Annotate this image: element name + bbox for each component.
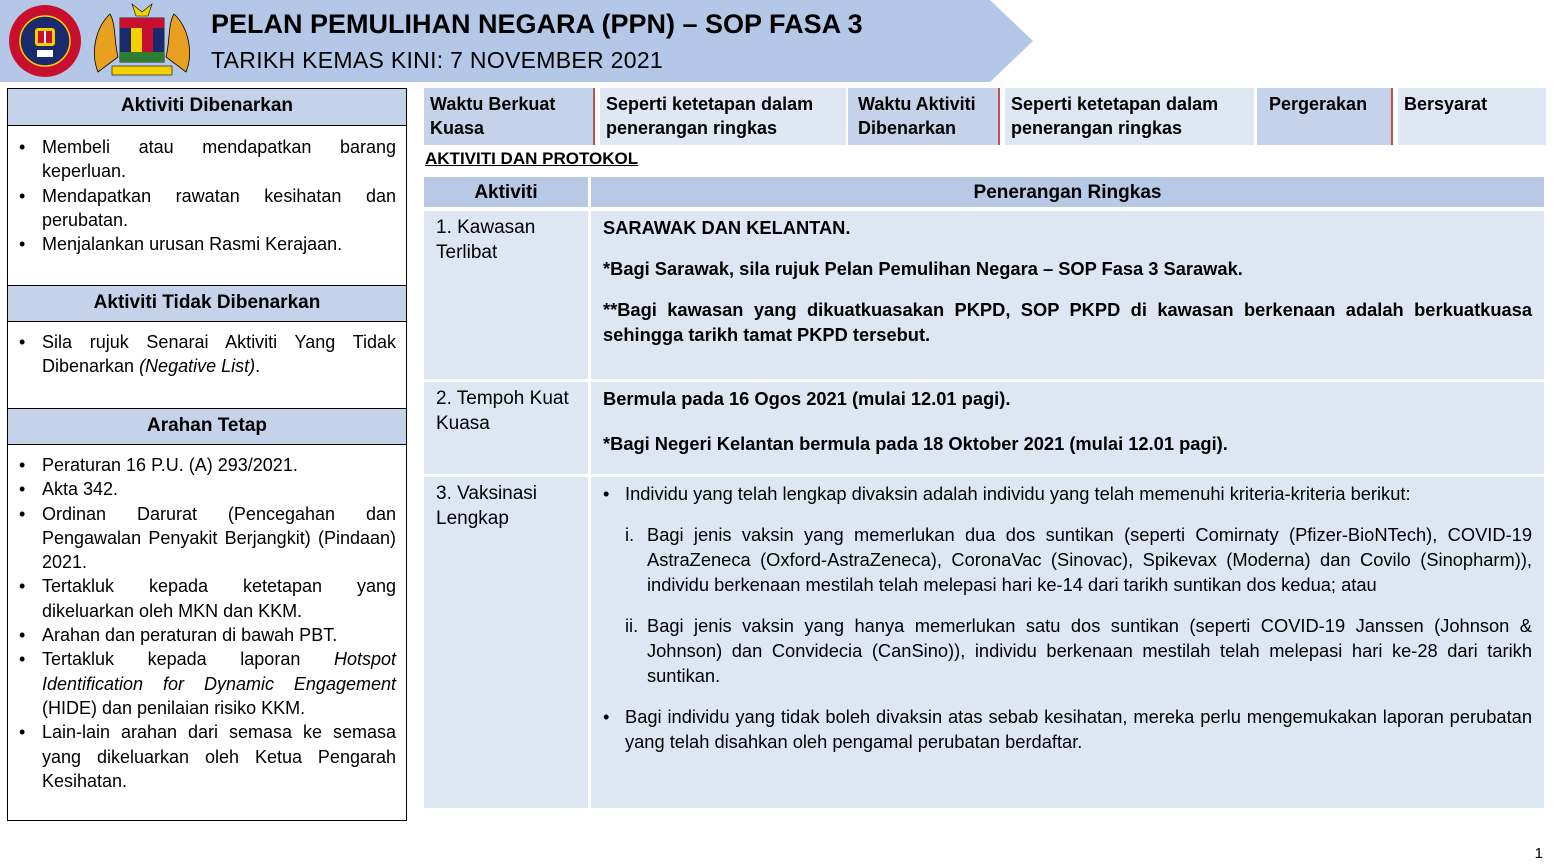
hide-prefix: Tertakluk kepada laporan [42,649,334,670]
column-header-description: Penerangan Ringkas [591,177,1544,207]
list-item [603,481,1532,688]
row-content-vaksinasi [591,477,1544,808]
left-panel [7,88,407,821]
negative-list-italic: (Negative List) [139,356,256,377]
waktu-berkuat-kuasa-label: Waktu Berkuat Kuasa [424,88,594,145]
coat-of-arms-logo [88,2,196,80]
page-title: PELAN PEMULIHAN NEGARA (PPN) – SOP FASA 3 [211,9,863,39]
negative-list-end: . [255,356,261,377]
row-label-kawasan: 1. Kawasan Terlibat [424,211,588,379]
list-item: • Akta 342. [16,477,396,501]
sub-number: i. [625,524,635,545]
section-title: AKTIVITI DAN PROTOKOL [425,149,639,168]
column-header-activity: Aktiviti [424,177,588,207]
list-item: • Peraturan 16 P.U. (A) 293/2021. [16,453,396,477]
list-item: • Mendapatkan rawatan kesihatan dan perubatan. [16,184,396,233]
row-label-vaksinasi: 3. Vaksinasi Lengkap [424,477,588,808]
hide-italic: Hotspot Identification for Dynamic Engagement [42,649,396,694]
list-item [625,613,1532,688]
allowed-activities-heading: Aktiviti Dibenarkan [8,89,406,126]
row-content-tempoh [591,382,1544,474]
list-item: • Lain-lain arahan dari semasa ke semasa yang dikeluarkan oleh Ketua Pengarah Kesihatan. [16,720,396,793]
vaksinasi-list [603,481,1532,754]
vaksinasi-sublist [625,522,1532,688]
standing-orders-list [16,453,396,793]
not-allowed-activities-list [16,330,396,379]
waktu-berkuat-kuasa-value: Seperti ketetapan dalam penerangan ringkas [600,88,846,145]
waktu-aktiviti-value: Seperti ketetapan dalam penerangan ringkas [1005,88,1254,145]
list-item [16,647,396,720]
list-item [16,330,396,379]
single-dose-text: Bagi jenis vaksin yang hanya memerlukan satu dos suntikan (seperti COVID-19 Janssen (Johnson & Johnson) dan Convidecia (CanSino)), individu berkenaan mestilah telah melepasi hari ke-28 dari tarikh suntikan. [647,615,1532,686]
list-item: • Arahan dan peraturan di bawah PBT. [16,623,396,647]
sub-number: ii. [625,615,639,636]
separator-line [1391,88,1393,145]
hide-suffix: (HIDE) dan penilaian risiko KKM. [42,697,306,718]
negative-list-text: Sila rujuk Senarai Aktiviti Yang Tidak Dibenarkan [42,332,396,377]
two-dose-text: Bagi jenis vaksin yang memerlukan dua dos suntikan (seperti Comirnaty (Pfizer-BioNTech), COVID-19 AstraZeneca (Oxford-AstraZeneca), CoronaVac (Sinovac), Spikevax (Moderna) dan Covilo (Sinopharm)), individu berkenaan mestilah telah melepasi hari ke-14 dari tarikh suntikan dos kedua; atau [647,524,1532,595]
separator-line [998,88,1000,145]
row-content-kawasan [591,211,1544,379]
list-item: • Ordinan Darurat (Pencegahan dan Pengawalan Penyakit Berjangkit) (Pindaan) 2021. [16,502,396,575]
nsc-logo [8,4,82,78]
update-date: TARIKH KEMAS KINI: 7 NOVEMBER 2021 [211,47,664,73]
row-label-tempoh: 2. Tempoh Kuat Kuasa [424,382,588,474]
vaksinasi-criteria: Individu yang telah lengkap divaksin adalah individu yang telah memenuhi kriteria-kriteria berikut: [625,483,1411,504]
kawasan-pkpd-note: **Bagi kawasan yang dikuatkuasakan PKPD, SOP PKPD di kawasan berkenaan adalah berkuatkuasa sehingga tarikh tamat PKPD tersebut. [603,299,1532,345]
waktu-aktiviti-label: Waktu Aktiviti Dibenarkan [848,88,999,145]
list-item: • Menjalankan urusan Rasmi Kerajaan. [16,232,396,256]
page-number: 1 [1534,845,1543,862]
kawasan-states: SARAWAK DAN KELANTAN. [603,217,851,238]
kawasan-sarawak-note: *Bagi Sarawak, sila rujuk Pelan Pemulihan Negara – SOP Fasa 3 Sarawak. [603,258,1243,279]
allowed-activities-list [16,135,396,256]
standing-orders-heading: Arahan Tetap [8,408,406,445]
list-item: • Bagi individu yang tidak boleh divaksin atas sebab kesihatan, mereka perlu mengemukakan laporan perubatan yang telah disahkan oleh pengamal perubatan berdaftar. [603,704,1532,754]
tempoh-start: Bermula pada 16 Ogos 2021 (mulai 12.01 pagi). [603,388,1011,409]
list-item [625,522,1532,597]
pergerakan-label: Pergerakan [1257,88,1392,145]
tempoh-kelantan-note: *Bagi Negeri Kelantan bermula pada 18 Oktober 2021 (mulai 12.01 pagi). [603,433,1228,454]
pergerakan-value: Bersyarat [1398,88,1546,145]
not-allowed-activities-heading: Aktiviti Tidak Dibenarkan [8,285,406,322]
separator-line [593,88,595,145]
list-item: • Tertakluk kepada ketetapan yang dikeluarkan oleh MKN dan KKM. [16,574,396,623]
list-item: • Membeli atau mendapatkan barang keperluan. [16,135,396,184]
